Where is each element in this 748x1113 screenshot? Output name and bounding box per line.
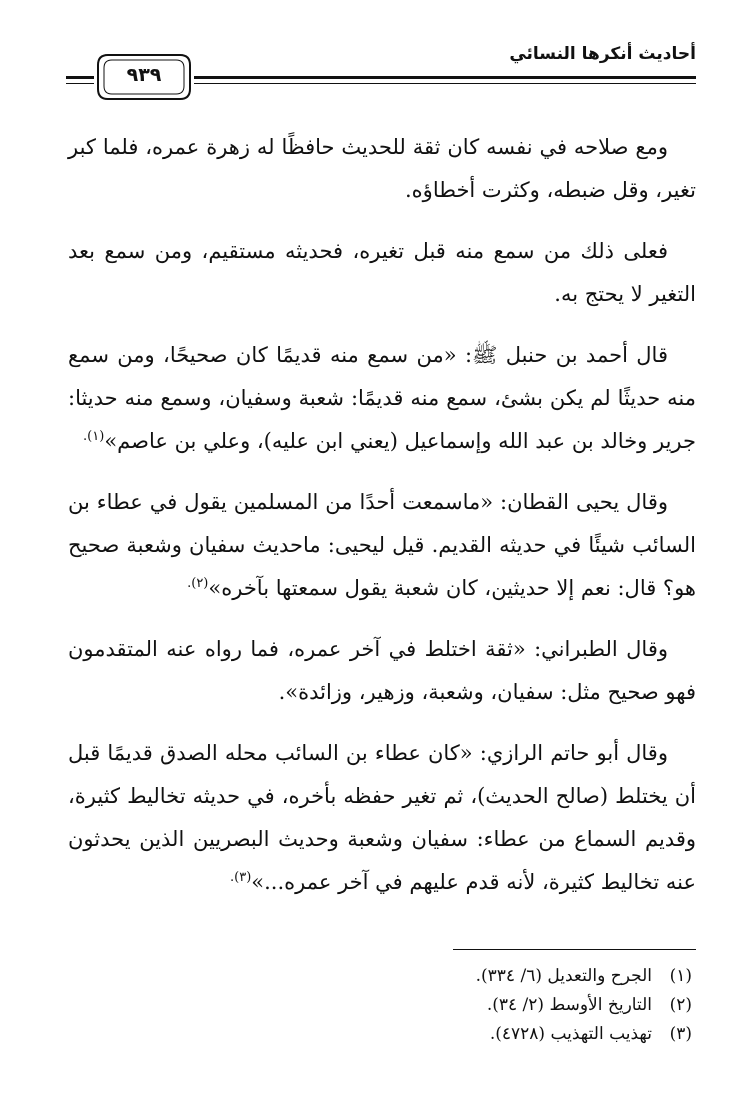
paragraph: [68, 628, 696, 714]
footnote-item: [332, 1020, 692, 1049]
footnote-reference: (٢).: [187, 576, 209, 591]
footnote-number: (١): [669, 966, 692, 986]
paragraph-text: وقال أبو حاتم الرازي: «كان عطاء بن السائب محله الصدق قديمًا قبل أن يختلط (صالح الحديث)، ثم تغير حفظه بأخره، في حديثه تخاليط كثيرة، وقديم السماع من عطاء: سفيان وشعبة وحديث البصريين الذين يحدثون عنه تخاليط كثيرة، لأنه قدم عليهم في آخر عمره...»: [68, 741, 696, 894]
paragraph-text: قال أحمد بن حنبل ﷺ: «من سمع منه قديمًا كان صحيحًا، ومن سمع منه حديثًا لم يكن بشئ، سمع منه قديمًا: شعبة وسفيان، وسمع منه حديثا: جرير وخالد بن عبد الله وإسماعيل (يعني ابن عليه)، وعلي بن عاصم»: [68, 343, 696, 453]
paragraph: [68, 230, 696, 316]
book-title: أحاديث أنكرها النسائي: [509, 44, 696, 64]
page-number-badge: [94, 52, 194, 102]
paragraph-text: ومع صلاحه في نفسه كان ثقة للحديث حافظًا له زهرة عمره، فلما كبر تغير، وقل ضبطه، وكثرت أخطاؤه.: [68, 135, 696, 202]
footnote-item: [332, 991, 692, 1020]
page-number: ٩٣٩: [126, 64, 162, 86]
paragraph-text: وقال يحيى القطان: «ماسمعت أحدًا من المسلمين يقول في عطاء بن السائب شيئًا في حديثه القديم. قيل ليحيى: ماحديث سفيان وشعبة صحيح هو؟ قال: نعم إلا حديثين، كان شعبة يقول سمعتها بآخره»: [68, 490, 696, 600]
footnote-number: (٢): [669, 995, 692, 1015]
footnote-reference: (٣).: [229, 870, 252, 885]
footnote-text: التاريخ الأوسط (٢/ ٣٤).: [486, 995, 652, 1015]
main-text: [68, 126, 696, 922]
footnote-separator: [453, 949, 696, 950]
footnotes: [332, 962, 692, 1049]
paragraph: [68, 126, 696, 212]
paragraph-text: فعلى ذلك من سمع منه قبل تغيره، فحديثه مستقيم، ومن سمع بعد التغير لا يحتج به.: [68, 239, 696, 306]
page-header: [66, 42, 696, 112]
footnote-reference: (١).: [83, 429, 105, 444]
paragraph: [68, 334, 696, 463]
footnote-text: الجرح والتعديل (٦/ ٣٣٤).: [475, 966, 652, 986]
footnote-number: (٣): [669, 1024, 692, 1044]
paragraph-text: وقال الطبراني: «ثقة اختلط في آخر عمره، فما رواه عنه المتقدمون فهو صحيح مثل: سفيان، وشعبة، وزهير، وزائدة».: [68, 637, 696, 704]
footnote-text: تهذيب التهذيب (٤٧٢٨).: [489, 1024, 652, 1044]
footnote-item: [332, 962, 692, 991]
paragraph: [68, 732, 696, 904]
paragraph: [68, 481, 696, 610]
